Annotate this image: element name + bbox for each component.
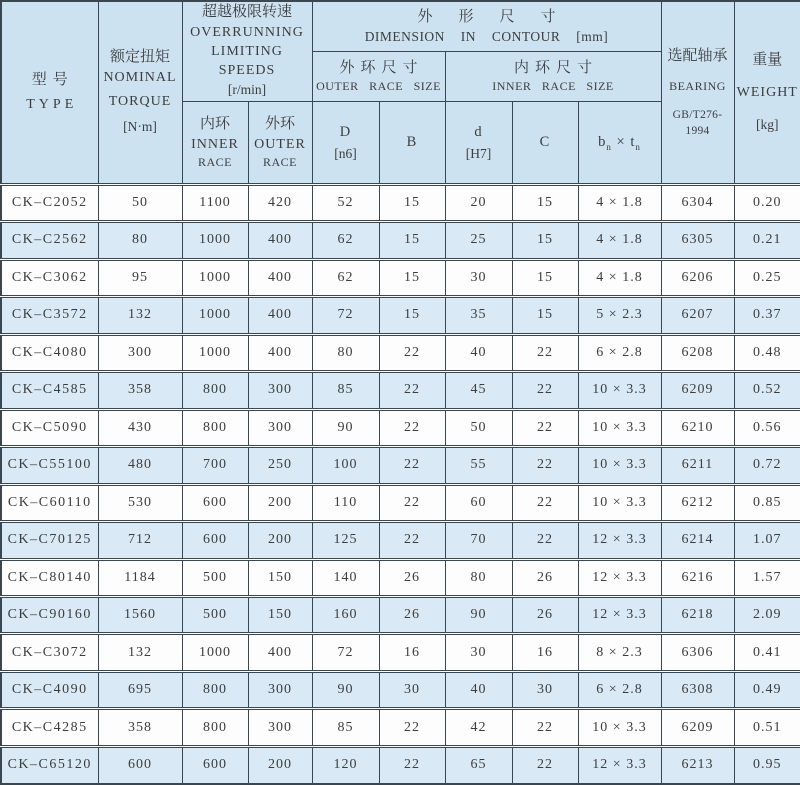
value-cell: 6210 — [661, 409, 734, 446]
header-dimension-contour — [312, 1, 661, 51]
value-cell: 200 — [248, 484, 312, 521]
model-cell: CK–C65120 — [1, 746, 98, 783]
col-d-tolerance: [H7] — [465, 146, 492, 162]
value-cell: 6304 — [661, 184, 734, 221]
value-cell: 0.72 — [734, 447, 800, 484]
value-cell: 200 — [248, 522, 312, 559]
value-cell: 55 — [445, 447, 512, 484]
model-cell: CK–C3572 — [1, 297, 98, 334]
value-cell: 110 — [312, 484, 379, 521]
value-cell: 600 — [182, 522, 248, 559]
value-cell: 400 — [248, 259, 312, 296]
header-dimension-zh: 外形尺寸 — [417, 9, 582, 26]
value-cell: 0.56 — [734, 409, 800, 446]
value-cell: 22 — [379, 372, 445, 409]
value-cell: 1.57 — [734, 559, 800, 596]
table-row — [1, 447, 800, 484]
header-inner-race-en1: INNER — [191, 136, 239, 152]
value-cell: 26 — [512, 559, 578, 596]
header-speeds-en2: LIMITING SPEEDS — [211, 43, 283, 78]
value-cell: 712 — [98, 522, 182, 559]
value-cell: 600 — [98, 746, 182, 783]
model-cell: CK–C80140 — [1, 559, 98, 596]
value-cell: 1184 — [98, 559, 182, 596]
header-inner-race-size-zh: 内环尺寸 — [514, 59, 599, 76]
value-cell: 6212 — [661, 484, 734, 521]
header-dimension-en: DIMENSION IN CONTOUR [mm] — [364, 29, 609, 45]
value-cell: 6308 — [661, 671, 734, 708]
value-cell: 10 × 3.3 — [578, 709, 661, 746]
value-cell: 400 — [248, 222, 312, 259]
value-cell: 22 — [512, 709, 578, 746]
value-cell: 6305 — [661, 222, 734, 259]
header-type — [1, 1, 98, 184]
value-cell: 40 — [445, 671, 512, 708]
model-cell: CK–C2052 — [1, 184, 98, 221]
model-cell: CK–C4090 — [1, 671, 98, 708]
model-cell: CK–C55100 — [1, 447, 98, 484]
value-cell: 6306 — [661, 634, 734, 671]
value-cell: 6208 — [661, 334, 734, 371]
value-cell: 72 — [312, 297, 379, 334]
value-cell: 400 — [248, 297, 312, 334]
value-cell: 0.48 — [734, 334, 800, 371]
value-cell: 0.25 — [734, 259, 800, 296]
value-cell: 15 — [379, 184, 445, 221]
value-cell: 300 — [248, 671, 312, 708]
value-cell: 52 — [312, 184, 379, 221]
value-cell: 480 — [98, 447, 182, 484]
value-cell: 800 — [182, 409, 248, 446]
model-cell: CK–C3072 — [1, 634, 98, 671]
value-cell: 0.20 — [734, 184, 800, 221]
value-cell: 6206 — [661, 259, 734, 296]
value-cell: 12 × 3.3 — [578, 559, 661, 596]
value-cell: 6213 — [661, 746, 734, 783]
table-row — [1, 372, 800, 409]
model-cell: CK–C60110 — [1, 484, 98, 521]
value-cell: 500 — [182, 597, 248, 634]
header-outer-race-size-zh: 外环尺寸 — [339, 59, 424, 76]
value-cell: 420 — [248, 184, 312, 221]
value-cell: 16 — [512, 634, 578, 671]
value-cell: 530 — [98, 484, 182, 521]
table-row — [1, 409, 800, 446]
value-cell: 15 — [379, 297, 445, 334]
value-cell: 80 — [98, 222, 182, 259]
value-cell: 200 — [248, 746, 312, 783]
value-cell: 0.41 — [734, 634, 800, 671]
value-cell: 1000 — [182, 259, 248, 296]
value-cell: 12 × 3.3 — [578, 746, 661, 783]
header-weight — [734, 1, 800, 184]
header-col-C — [512, 101, 578, 184]
value-cell: 90 — [445, 597, 512, 634]
table-row — [1, 559, 800, 596]
model-cell: CK–C3062 — [1, 259, 98, 296]
value-cell: 6211 — [661, 447, 734, 484]
value-cell: 20 — [445, 184, 512, 221]
value-cell: 6 × 2.8 — [578, 671, 661, 708]
col-bt-symbol: $b_n \times t_n$ — [598, 133, 641, 152]
header-speeds-zh: 超越极限转速 — [201, 4, 292, 20]
header-outer-race-size — [312, 51, 445, 101]
header-bearing-en: BEARING — [669, 79, 726, 94]
value-cell: 50 — [445, 409, 512, 446]
value-cell: 0.85 — [734, 484, 800, 521]
header-outer-race-en1: OUTER — [254, 136, 306, 152]
value-cell: 35 — [445, 297, 512, 334]
header-type-zh: 型号 — [31, 71, 74, 88]
model-cell: CK–C4285 — [1, 709, 98, 746]
value-cell: 300 — [248, 709, 312, 746]
header-overrunning-speeds — [182, 1, 312, 101]
value-cell: 6209 — [661, 372, 734, 409]
value-cell: 430 — [98, 409, 182, 446]
header-weight-unit: [kg] — [756, 116, 779, 132]
value-cell: 358 — [98, 372, 182, 409]
header-torque-en2: TORQUE — [108, 94, 172, 110]
col-d-symbol: d — [474, 123, 483, 140]
value-cell: 800 — [182, 372, 248, 409]
table-row — [1, 297, 800, 334]
value-cell: 22 — [512, 746, 578, 783]
value-cell: 15 — [512, 259, 578, 296]
header-torque-zh: 额定扭矩 — [109, 49, 170, 66]
table-row — [1, 484, 800, 521]
value-cell: 700 — [182, 447, 248, 484]
header-type-en: TYPE — [26, 97, 78, 113]
value-cell: 1000 — [182, 334, 248, 371]
value-cell: 45 — [445, 372, 512, 409]
value-cell: 40 — [445, 334, 512, 371]
value-cell: 1000 — [182, 222, 248, 259]
header-bearing — [661, 1, 734, 184]
table-row — [1, 522, 800, 559]
table-row — [1, 597, 800, 634]
value-cell: 22 — [512, 484, 578, 521]
value-cell: 70 — [445, 522, 512, 559]
value-cell: 22 — [379, 709, 445, 746]
value-cell: 0.51 — [734, 709, 800, 746]
header-col-d — [445, 101, 512, 184]
value-cell: 4 × 1.8 — [578, 259, 661, 296]
value-cell: 300 — [248, 409, 312, 446]
value-cell: 358 — [98, 709, 182, 746]
model-cell: CK–C70125 — [1, 522, 98, 559]
table-row — [1, 671, 800, 708]
header-outer-race-en2: RACE — [262, 154, 297, 169]
value-cell: 85 — [312, 709, 379, 746]
value-cell: 800 — [182, 709, 248, 746]
table-row — [1, 259, 800, 296]
value-cell: 65 — [445, 746, 512, 783]
table-row — [1, 709, 800, 746]
header-col-bt — [578, 101, 661, 184]
value-cell: 132 — [98, 634, 182, 671]
value-cell: 1000 — [182, 297, 248, 334]
value-cell: 400 — [248, 334, 312, 371]
model-cell: CK–C4080 — [1, 334, 98, 371]
model-cell: CK–C5090 — [1, 409, 98, 446]
header-torque-unit: [N·m] — [123, 118, 157, 134]
header-col-D — [312, 101, 379, 184]
value-cell: 10 × 3.3 — [578, 447, 661, 484]
value-cell: 0.95 — [734, 746, 800, 783]
value-cell: 1100 — [182, 184, 248, 221]
header-speeds-en1: OVERRUNNING — [190, 24, 304, 40]
col-D-symbol: D — [339, 123, 352, 140]
table-row — [1, 746, 800, 783]
value-cell: 6209 — [661, 709, 734, 746]
value-cell: 120 — [312, 746, 379, 783]
value-cell: 2.09 — [734, 597, 800, 634]
value-cell: 800 — [182, 671, 248, 708]
value-cell: 22 — [512, 409, 578, 446]
value-cell: 22 — [379, 409, 445, 446]
header-weight-en: WEIGHT — [736, 84, 798, 100]
value-cell: 80 — [445, 559, 512, 596]
value-cell: 6214 — [661, 522, 734, 559]
value-cell: 42 — [445, 709, 512, 746]
table-row — [1, 184, 800, 221]
value-cell: 15 — [512, 222, 578, 259]
value-cell: 300 — [248, 372, 312, 409]
value-cell: 300 — [98, 334, 182, 371]
value-cell: 30 — [379, 671, 445, 708]
value-cell: 50 — [98, 184, 182, 221]
value-cell: 15 — [512, 297, 578, 334]
value-cell: 10 × 3.3 — [578, 372, 661, 409]
value-cell: 6207 — [661, 297, 734, 334]
value-cell: 695 — [98, 671, 182, 708]
value-cell: 5 × 2.3 — [578, 297, 661, 334]
header-outer-race-zh: 外环 — [264, 116, 295, 133]
header-bearing-zh: 选配轴承 — [667, 47, 728, 64]
header-speeds-inner-race — [182, 101, 248, 184]
value-cell: 6218 — [661, 597, 734, 634]
value-cell: 25 — [445, 222, 512, 259]
value-cell: 22 — [379, 447, 445, 484]
value-cell: 90 — [312, 409, 379, 446]
col-C-symbol: C — [539, 133, 551, 150]
value-cell: 22 — [379, 484, 445, 521]
value-cell: 150 — [248, 559, 312, 596]
value-cell: 100 — [312, 447, 379, 484]
value-cell: 150 — [248, 597, 312, 634]
value-cell: 15 — [512, 184, 578, 221]
value-cell: 6 × 2.8 — [578, 334, 661, 371]
value-cell: 95 — [98, 259, 182, 296]
value-cell: 160 — [312, 597, 379, 634]
header-bearing-std: GB/T276-1994 — [672, 108, 723, 137]
value-cell: 90 — [312, 671, 379, 708]
value-cell: 30 — [512, 671, 578, 708]
col-B-symbol: B — [406, 133, 418, 150]
value-cell: 6216 — [661, 559, 734, 596]
value-cell: 1000 — [182, 634, 248, 671]
value-cell: 0.52 — [734, 372, 800, 409]
col-D-tolerance: [n6] — [334, 146, 357, 162]
value-cell: 12 × 3.3 — [578, 597, 661, 634]
value-cell: 60 — [445, 484, 512, 521]
value-cell: 0.49 — [734, 671, 800, 708]
value-cell: 500 — [182, 559, 248, 596]
value-cell: 26 — [379, 559, 445, 596]
value-cell: 15 — [379, 259, 445, 296]
header-torque-en1: NOMINAL — [103, 70, 177, 86]
value-cell: 12 × 3.3 — [578, 522, 661, 559]
value-cell: 0.21 — [734, 222, 800, 259]
value-cell: 80 — [312, 334, 379, 371]
value-cell: 22 — [512, 522, 578, 559]
value-cell: 62 — [312, 222, 379, 259]
value-cell: 125 — [312, 522, 379, 559]
value-cell: 62 — [312, 259, 379, 296]
value-cell: 26 — [379, 597, 445, 634]
header-col-B — [379, 101, 445, 184]
model-cell: CK–C4585 — [1, 372, 98, 409]
table-row — [1, 634, 800, 671]
value-cell: 132 — [98, 297, 182, 334]
model-cell: CK–C2562 — [1, 222, 98, 259]
value-cell: 16 — [379, 634, 445, 671]
value-cell: 72 — [312, 634, 379, 671]
table-row — [1, 334, 800, 371]
value-cell: 26 — [512, 597, 578, 634]
value-cell: 1.07 — [734, 522, 800, 559]
value-cell: 22 — [512, 447, 578, 484]
value-cell: 15 — [379, 222, 445, 259]
header-inner-race-size — [445, 51, 661, 101]
value-cell: 0.37 — [734, 297, 800, 334]
header-outer-race-size-en: OUTER RACE SIZE — [316, 79, 441, 94]
value-cell: 10 × 3.3 — [578, 409, 661, 446]
value-cell: 10 × 3.3 — [578, 484, 661, 521]
value-cell: 600 — [182, 746, 248, 783]
header-inner-race-en2: RACE — [197, 154, 232, 169]
value-cell: 600 — [182, 484, 248, 521]
value-cell: 140 — [312, 559, 379, 596]
value-cell: 30 — [445, 259, 512, 296]
value-cell: 22 — [512, 334, 578, 371]
value-cell: 22 — [379, 746, 445, 783]
header-inner-race-size-en: INNER RACE SIZE — [492, 79, 614, 94]
header-weight-zh: 重量 — [752, 51, 783, 68]
value-cell: 250 — [248, 447, 312, 484]
value-cell: 8 × 2.3 — [578, 634, 661, 671]
value-cell: 22 — [379, 334, 445, 371]
header-nominal-torque — [98, 1, 182, 184]
value-cell: 4 × 1.8 — [578, 222, 661, 259]
table-row — [1, 222, 800, 259]
value-cell: 30 — [445, 634, 512, 671]
header-speeds-outer-race — [248, 101, 312, 184]
value-cell: 4 × 1.8 — [578, 184, 661, 221]
value-cell: 1560 — [98, 597, 182, 634]
header-speeds-unit: [r/min] — [227, 82, 267, 98]
value-cell: 22 — [379, 522, 445, 559]
value-cell: 22 — [512, 372, 578, 409]
header-inner-race-zh: 内环 — [199, 116, 230, 133]
value-cell: 400 — [248, 634, 312, 671]
value-cell: 85 — [312, 372, 379, 409]
model-cell: CK–C90160 — [1, 597, 98, 634]
